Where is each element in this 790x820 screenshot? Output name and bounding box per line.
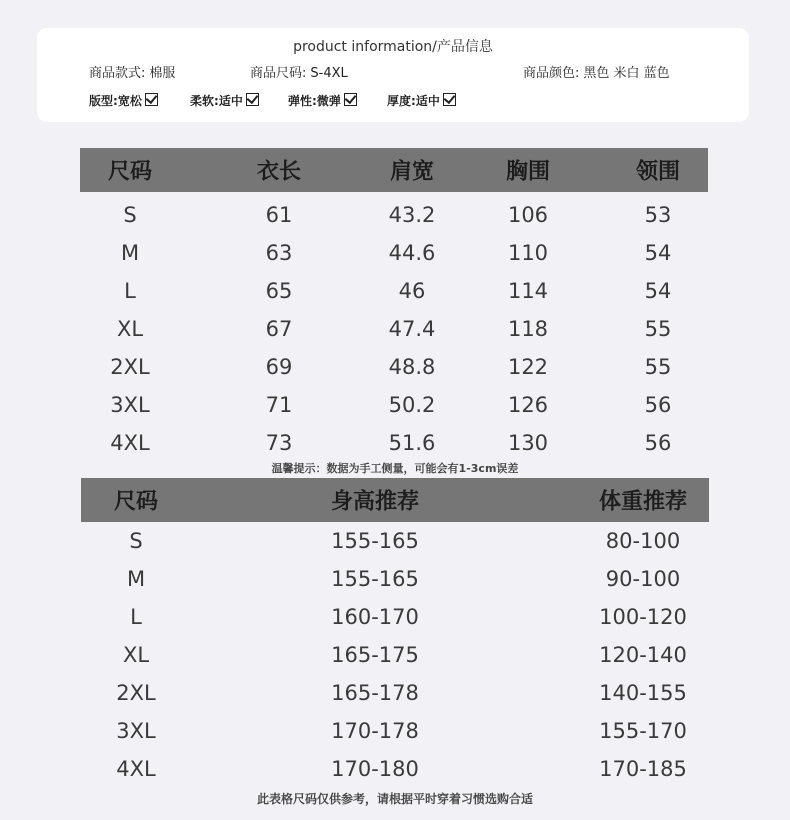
recommend-cell: 90-100 — [605, 567, 681, 591]
recommend-cell: 170-185 — [599, 757, 687, 781]
size-chart-cell: 122 — [507, 355, 549, 379]
size-chart-cell: 54 — [644, 241, 672, 265]
attr-elasticity-value: 微弹 — [316, 94, 341, 108]
recommend-cell: 100-120 — [599, 605, 687, 629]
size-chart-cell: 56 — [644, 431, 672, 455]
size-chart-header — [80, 148, 708, 192]
size-chart-row — [80, 348, 708, 386]
product-size-range — [250, 62, 348, 81]
header-shoulder: 肩宽 — [389, 159, 435, 185]
recommend-cell: 165-175 — [331, 643, 419, 667]
size-chart-cell: 69 — [265, 355, 293, 379]
recommend-row — [81, 674, 709, 712]
recommend-cell: 170-180 — [331, 757, 419, 781]
size-chart-row — [80, 310, 708, 348]
recommend-row — [81, 636, 709, 674]
recommend-cell: 170-178 — [331, 719, 419, 743]
recommend-cell: 155-165 — [331, 567, 419, 591]
size-chart-cell: 53 — [644, 203, 672, 227]
product-color-value: 黑色 米白 蓝色 — [583, 66, 670, 81]
size-chart-cell: 55 — [644, 355, 672, 379]
size-chart-cell: 56 — [644, 393, 672, 417]
header-collar: 领围 — [635, 159, 681, 185]
attr-thickness — [387, 92, 456, 109]
recommend-row — [81, 560, 709, 598]
attr-elasticity-label: 弹性: — [288, 94, 317, 108]
checkbox-icon — [246, 93, 259, 106]
recommend-cell: 120-140 — [599, 643, 687, 667]
recommend-cell: XL — [122, 643, 150, 667]
size-chart-cell: S — [123, 203, 137, 227]
size-chart-cell: 126 — [507, 393, 549, 417]
checkbox-icon — [443, 93, 456, 106]
recommend-cell: 140-155 — [599, 681, 687, 705]
product-style-value: 棉服 — [149, 66, 176, 81]
size-chart-cell: 106 — [507, 203, 549, 227]
product-style-label: 商品款式: — [89, 66, 146, 81]
attr-fit-label: 版型: — [89, 94, 118, 108]
measure-note: 温馨提示：数据为手工侧量，可能会有1-3cm误差 — [271, 462, 519, 475]
header-chest: 胸围 — [505, 159, 551, 185]
product-color-label: 商品颜色: — [523, 66, 580, 81]
recommend-cell: 160-170 — [331, 605, 419, 629]
size-chart-cell: 118 — [507, 317, 549, 341]
size-chart-row — [80, 234, 708, 272]
header-rec-size: 尺码 — [113, 489, 159, 515]
size-chart-row — [80, 386, 708, 424]
recommend-row — [81, 598, 709, 636]
size-chart-cell: 54 — [644, 279, 672, 303]
recommend-row — [81, 750, 709, 788]
size-chart-cell: 4XL — [110, 431, 150, 455]
recommend-cell: M — [126, 567, 146, 591]
recommend-cell: 80-100 — [605, 529, 681, 553]
size-chart-table — [80, 148, 708, 453]
recommend-cell: 2XL — [116, 681, 156, 705]
recommend-cell: 155-170 — [599, 719, 687, 743]
recommend-cell: L — [130, 605, 142, 629]
checkbox-icon — [344, 93, 357, 106]
recommend-cell: 165-178 — [331, 681, 419, 705]
attr-fit-value: 宽松 — [117, 94, 142, 108]
product-size-label: 商品尺码: — [250, 66, 307, 81]
header-size: 尺码 — [107, 159, 153, 185]
size-chart-row — [80, 272, 708, 310]
header-weight: 体重推荐 — [598, 489, 688, 515]
product-info-card — [37, 28, 749, 122]
size-chart-cell: 3XL — [110, 393, 150, 417]
recommend-row — [81, 522, 709, 560]
product-style — [89, 62, 175, 81]
size-chart-row — [80, 424, 708, 462]
attr-softness-value: 适中 — [218, 94, 243, 108]
attr-thickness-value: 适中 — [415, 94, 440, 108]
product-colors — [523, 62, 670, 81]
recommend-cell: 4XL — [116, 757, 156, 781]
attr-elasticity — [288, 92, 357, 109]
product-size-value: S-4XL — [310, 66, 348, 81]
checkbox-icon — [145, 93, 158, 106]
size-chart-cell: 71 — [265, 393, 293, 417]
size-chart-cell: 110 — [507, 241, 549, 265]
attr-fit — [89, 92, 158, 109]
recommend-cell: S — [129, 529, 143, 553]
size-chart-cell: 67 — [265, 317, 293, 341]
size-chart-cell: 63 — [265, 241, 293, 265]
size-chart-cell: 130 — [507, 431, 549, 455]
size-chart-cell: 55 — [644, 317, 672, 341]
size-chart-cell: 50.2 — [388, 393, 436, 417]
header-height: 身高推荐 — [330, 489, 420, 515]
size-chart-cell: 48.8 — [388, 355, 436, 379]
footer-note: 此表格尺码仅供参考，请根据平时穿着习惯选购合适 — [256, 792, 533, 806]
size-chart-cell: 65 — [265, 279, 293, 303]
recommend-table — [81, 478, 709, 788]
attr-softness — [190, 92, 259, 109]
size-chart-cell: L — [124, 279, 136, 303]
size-chart-cell: 43.2 — [388, 203, 436, 227]
attr-thickness-label: 厚度: — [387, 94, 416, 108]
recommend-header — [81, 478, 709, 522]
product-info-title: product information/产品信息 — [293, 39, 493, 55]
size-chart-cell: 51.6 — [388, 431, 436, 455]
size-chart-cell: 44.6 — [388, 241, 436, 265]
size-chart-cell: 61 — [265, 203, 293, 227]
size-chart-cell: M — [120, 241, 140, 265]
size-chart-cell: XL — [116, 317, 144, 341]
size-chart-cell: 47.4 — [388, 317, 436, 341]
attr-softness-label: 柔软: — [190, 94, 219, 108]
size-chart-cell: 46 — [398, 279, 426, 303]
recommend-row — [81, 712, 709, 750]
size-chart-cell: 114 — [507, 279, 549, 303]
header-length: 衣长 — [256, 159, 302, 185]
recommend-cell: 3XL — [116, 719, 156, 743]
size-chart-cell: 2XL — [110, 355, 150, 379]
size-chart-cell: 73 — [265, 431, 293, 455]
recommend-cell: 155-165 — [331, 529, 419, 553]
size-chart-row — [80, 196, 708, 234]
